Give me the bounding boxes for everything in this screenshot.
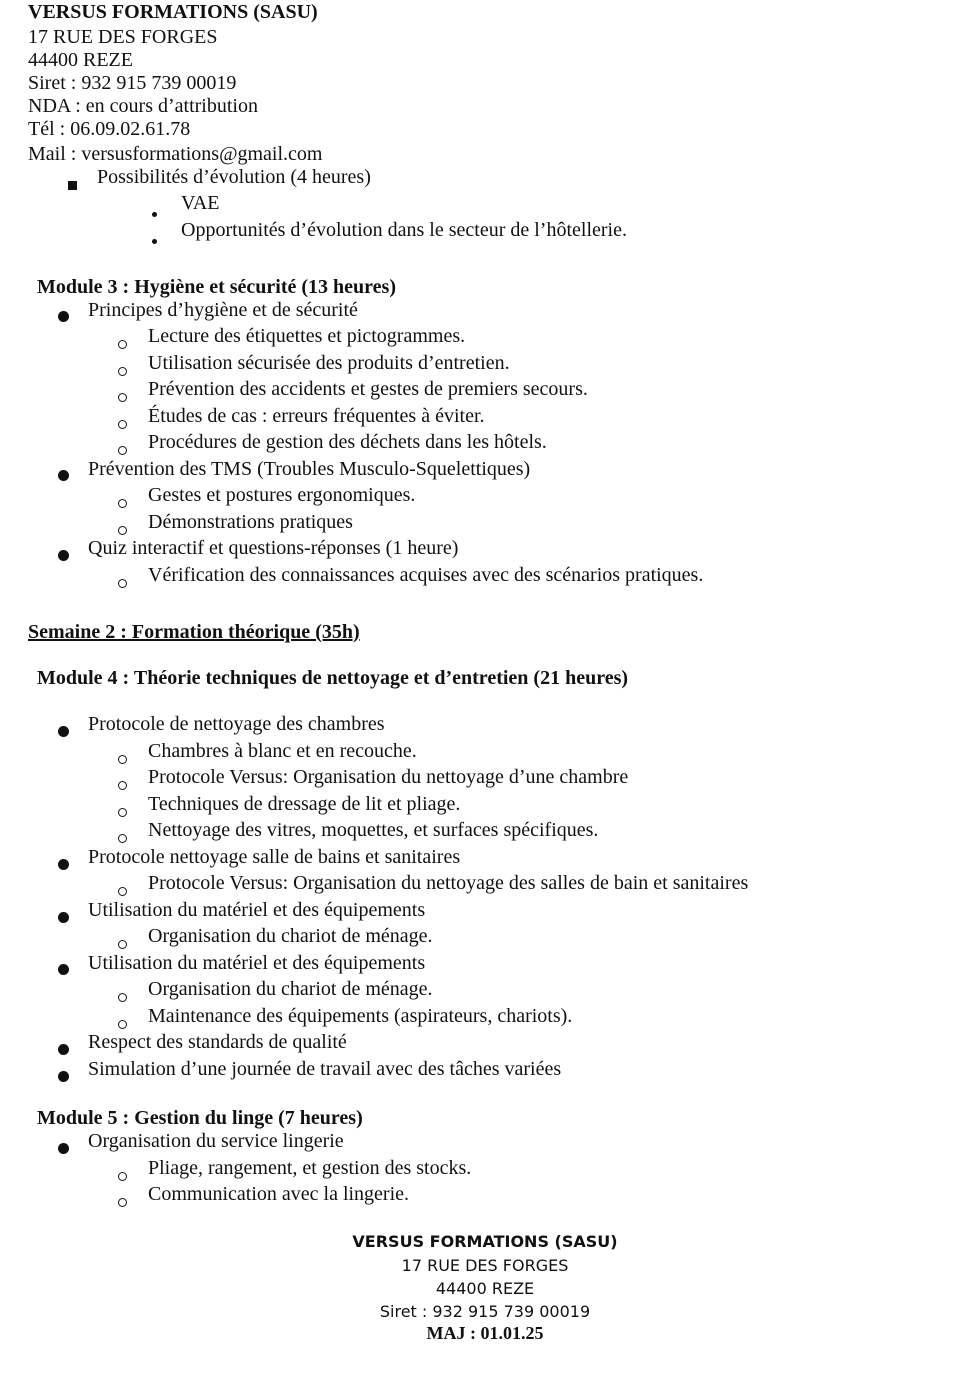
dot-bullet-icon bbox=[152, 227, 157, 250]
disc-bullet-icon bbox=[58, 464, 69, 487]
disc-bullet-icon bbox=[58, 958, 69, 981]
list-subitem: Utilisation sécurisée des produits d’entretien. bbox=[148, 352, 510, 374]
list-subitem: Techniques de dressage de lit et pliage. bbox=[148, 793, 461, 815]
list-item: Utilisation du matériel et des équipements bbox=[88, 952, 426, 974]
footer-update-date: MAJ : 01.01.25 bbox=[426, 1323, 544, 1343]
list-subitem: Organisation du chariot de ménage. bbox=[148, 978, 433, 1000]
list-item: Prévention des TMS (Troubles Musculo-Squelettiques) bbox=[88, 458, 531, 480]
company-address: 17 RUE DES FORGES bbox=[28, 26, 218, 48]
disc-bullet-icon bbox=[58, 1038, 69, 1061]
module-5-title: Module 5 : Gestion du linge (7 heures) bbox=[37, 1107, 363, 1129]
company-phone: Tél : 06.09.02.61.78 bbox=[28, 118, 191, 140]
footer-siret: Siret : 932 915 739 00019 bbox=[379, 1302, 591, 1321]
evolution-item: Opportunités d’évolution dans le secteur de l’hôtellerie. bbox=[181, 219, 627, 241]
list-item: Quiz interactif et questions-réponses (1 heure) bbox=[88, 537, 459, 559]
company-mail: Mail : versusformations@gmail.com bbox=[28, 143, 323, 165]
list-subitem: Prévention des accidents et gestes de premiers secours. bbox=[148, 378, 588, 400]
disc-bullet-icon bbox=[58, 720, 69, 743]
circle-bullet-icon bbox=[118, 385, 127, 408]
list-subitem: Gestes et postures ergonomiques. bbox=[148, 484, 416, 506]
list-item: Organisation du service lingerie bbox=[88, 1130, 344, 1152]
circle-bullet-icon bbox=[118, 359, 127, 382]
circle-bullet-icon bbox=[118, 773, 127, 796]
square-bullet-icon bbox=[68, 173, 77, 196]
circle-bullet-icon bbox=[118, 571, 127, 594]
company-city: 44400 REZE bbox=[28, 49, 133, 71]
list-item: Simulation d’une journée de travail avec des tâches variées bbox=[88, 1058, 562, 1080]
company-name: VERSUS FORMATIONS (SASU) bbox=[28, 1, 318, 23]
list-subitem: Protocole Versus: Organisation du nettoyage d’une chambre bbox=[148, 766, 629, 788]
disc-bullet-icon bbox=[58, 1137, 69, 1160]
circle-bullet-icon bbox=[118, 491, 127, 514]
list-subitem: Lecture des étiquettes et pictogrammes. bbox=[148, 325, 466, 347]
module-3-title: Module 3 : Hygiène et sécurité (13 heures) bbox=[37, 276, 396, 298]
footer-city: 44400 REZE bbox=[435, 1279, 535, 1298]
list-item: Protocole de nettoyage des chambres bbox=[88, 713, 385, 735]
list-subitem: Communication avec la lingerie. bbox=[148, 1183, 410, 1205]
circle-bullet-icon bbox=[118, 800, 127, 823]
evolution-title: Possibilités d’évolution (4 heures) bbox=[97, 166, 371, 188]
week-2-title: Semaine 2 : Formation théorique (35h) bbox=[28, 621, 360, 643]
list-subitem: Organisation du chariot de ménage. bbox=[148, 925, 433, 947]
list-subitem: Protocole Versus: Organisation du nettoyage des salles de bain et sanitaires bbox=[148, 872, 749, 894]
disc-bullet-icon bbox=[58, 305, 69, 328]
footer-address: 17 RUE DES FORGES bbox=[401, 1256, 569, 1275]
list-subitem: Démonstrations pratiques bbox=[148, 511, 353, 533]
module-4-title: Module 4 : Théorie techniques de nettoyage et d’entretien (21 heures) bbox=[37, 667, 629, 689]
company-nda: NDA : en cours d’attribution bbox=[28, 95, 258, 117]
circle-bullet-icon bbox=[118, 332, 127, 355]
disc-bullet-icon bbox=[58, 906, 69, 929]
circle-bullet-icon bbox=[118, 1190, 127, 1213]
company-siret: Siret : 932 915 739 00019 bbox=[28, 72, 237, 94]
circle-bullet-icon bbox=[118, 985, 127, 1008]
evolution-item: VAE bbox=[181, 192, 220, 214]
list-item: Respect des standards de qualité bbox=[88, 1031, 347, 1053]
list-subitem: Pliage, rangement, et gestion des stocks. bbox=[148, 1157, 472, 1179]
list-subitem: Procédures de gestion des déchets dans les hôtels. bbox=[148, 431, 547, 453]
list-subitem: Nettoyage des vitres, moquettes, et surfaces spécifiques. bbox=[148, 819, 599, 841]
list-subitem: Vérification des connaissances acquises avec des scénarios pratiques. bbox=[148, 564, 704, 586]
footer-company: VERSUS FORMATIONS (SASU) bbox=[352, 1232, 618, 1251]
list-subitem: Maintenance des équipements (aspirateurs, chariots). bbox=[148, 1005, 573, 1027]
disc-bullet-icon bbox=[58, 853, 69, 876]
list-item: Protocole nettoyage salle de bains et sanitaires bbox=[88, 846, 461, 868]
circle-bullet-icon bbox=[118, 412, 127, 435]
circle-bullet-icon bbox=[118, 747, 127, 770]
circle-bullet-icon bbox=[118, 1164, 127, 1187]
list-item: Principes d’hygiène et de sécurité bbox=[88, 299, 358, 321]
disc-bullet-icon bbox=[58, 544, 69, 567]
dot-bullet-icon bbox=[152, 200, 157, 223]
list-subitem: Études de cas : erreurs fréquentes à éviter. bbox=[148, 405, 485, 427]
list-subitem: Chambres à blanc et en recouche. bbox=[148, 740, 417, 762]
list-item: Utilisation du matériel et des équipements bbox=[88, 899, 426, 921]
disc-bullet-icon bbox=[58, 1065, 69, 1088]
